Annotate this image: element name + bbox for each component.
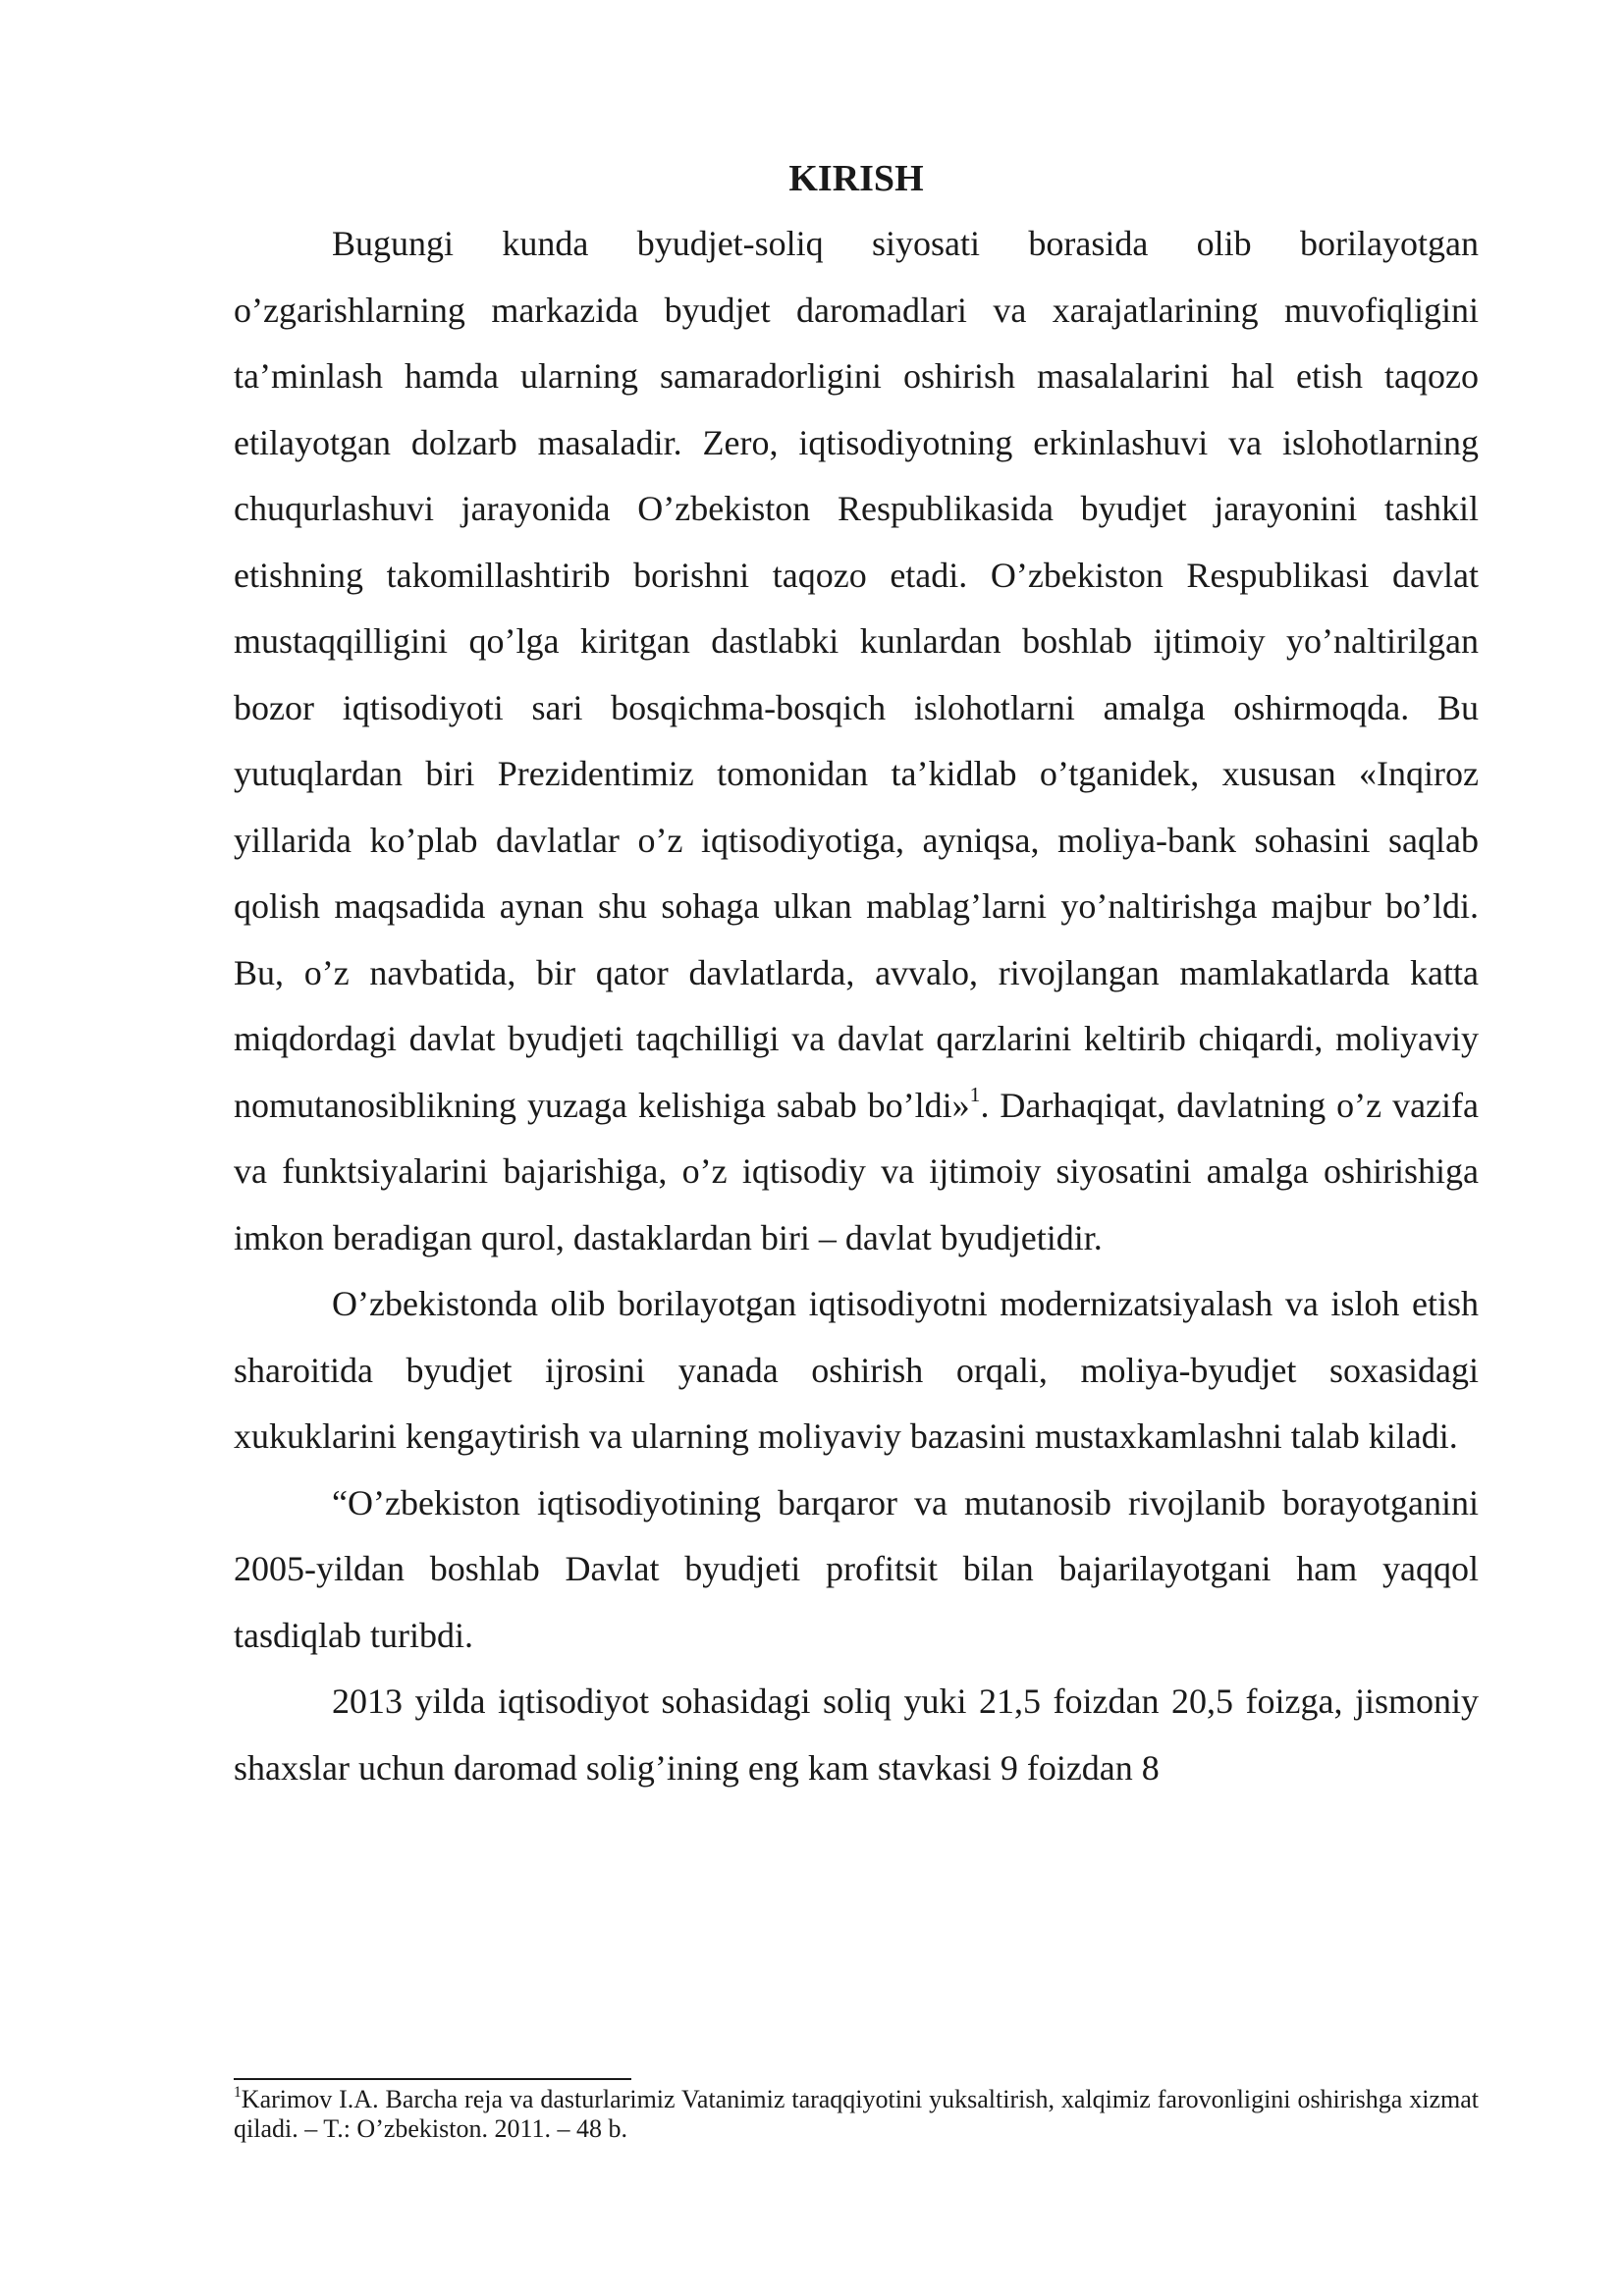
body-text [234,211,1479,1801]
footnote [234,2085,1479,2144]
paragraph-1 [234,211,1479,1271]
paragraph-4: 2013 yilda iqtisodiyot sohasidagi soliq yuki 21,5 foizdan 20,5 foizga, jismoniy shaxslar uchun daromad solig’ining eng kam stavkasi 9 foizdan 8 [234,1682,1479,1788]
paragraph-1-text: Bugungi kunda byudjet-soliq siyosati borasida olib borilayotgan o’zgarishlarning markazida byudjet daromadlari va xarajatlarining muvofiqligini ta’minlash hamda ularning samaradorligini oshirish masalalarini hal etish taqozo etilayotgan dolzarb masaladir. Zero, iqtisodiyotning erkinlashuvi va islohotlarning chuqurlashuvi jarayonida O’zbekiston Respublikasida byudjet jarayonini tashkil etishning takomillashtirib borishni taqozo etadi. O’zbekiston Respublikasi davlat mustaqqilligini qo’lga kiritgan dastlabki kunlardan boshlab ijtimoiy yo’naltirilgan bozor iqtisodiyoti sari bosqichma-bosqich islohotlarni amalga oshirmoqda. Bu yutuqlardan biri Prezidentimiz tomonidan ta’kidlab o’tganidek, xususan «Inqiroz yillarida ko’plab davlatlar o’z iqtisodiyotiga, ayniqsa, moliya-bank sohasini saqlab qolish maqsadida aynan shu sohaga ulkan mablag’larni yo’naltirishga majbur bo’ldi. Bu, o’z navbatida, bir qator davlatlarda, avvalo, rivojlangan mamlakatlarda katta miqdordagi davlat byudjeti taqchilligi va davlat qarzlarini keltirib chiqardi, moliyaviy nomutanosiblikning yuzaga kelishiga sabab bo’ldi» [234,224,1479,1125]
footnote-number: 1 [234,2083,242,2101]
footnote-separator [234,2078,631,2080]
paragraph-3: “O’zbekiston iqtisodiyotining barqaror va mutanosib rivojlanib borayotganini 2005-yildan boshlab Davlat byudjeti profitsit bilan bajarilayotgani ham yaqqol tasdiqlab turibdi. [234,1482,1479,1655]
page-title: KIRISH [788,158,924,199]
paragraph-2: O’zbekistonda olib borilayotgan iqtisodiyotni modernizatsiyalash va isloh etish sharoitida byudjet ijrosini yanada oshirish orqali, moliya-byudjet soxasidagi xukuklarini kengaytirish va ularning moliyaviy bazasini mustaxkamlashni talab kiladi. [234,1284,1479,1456]
footnote-reference: 1 [969,1083,981,1107]
paragraph-1-continuation: . Darhaqiqat, davlatning o’z vazifa va funktsiyalarini bajarishiga, o’z iqtisodiy va ijtimoiy siyosatini amalga oshirishiga imkon beradigan qurol, dastaklardan biri – davlat byudjetidir. [234,1085,1479,1257]
footnote-text: Karimov I.A. Barcha reja va dasturlarimiz Vatanimiz taraqqiyotini yuksaltirish, xalqimiz farovonligini oshirishga xizmat qiladi. – T.: O’zbekiston. 2011. – 48 b. [234,2085,1479,2143]
